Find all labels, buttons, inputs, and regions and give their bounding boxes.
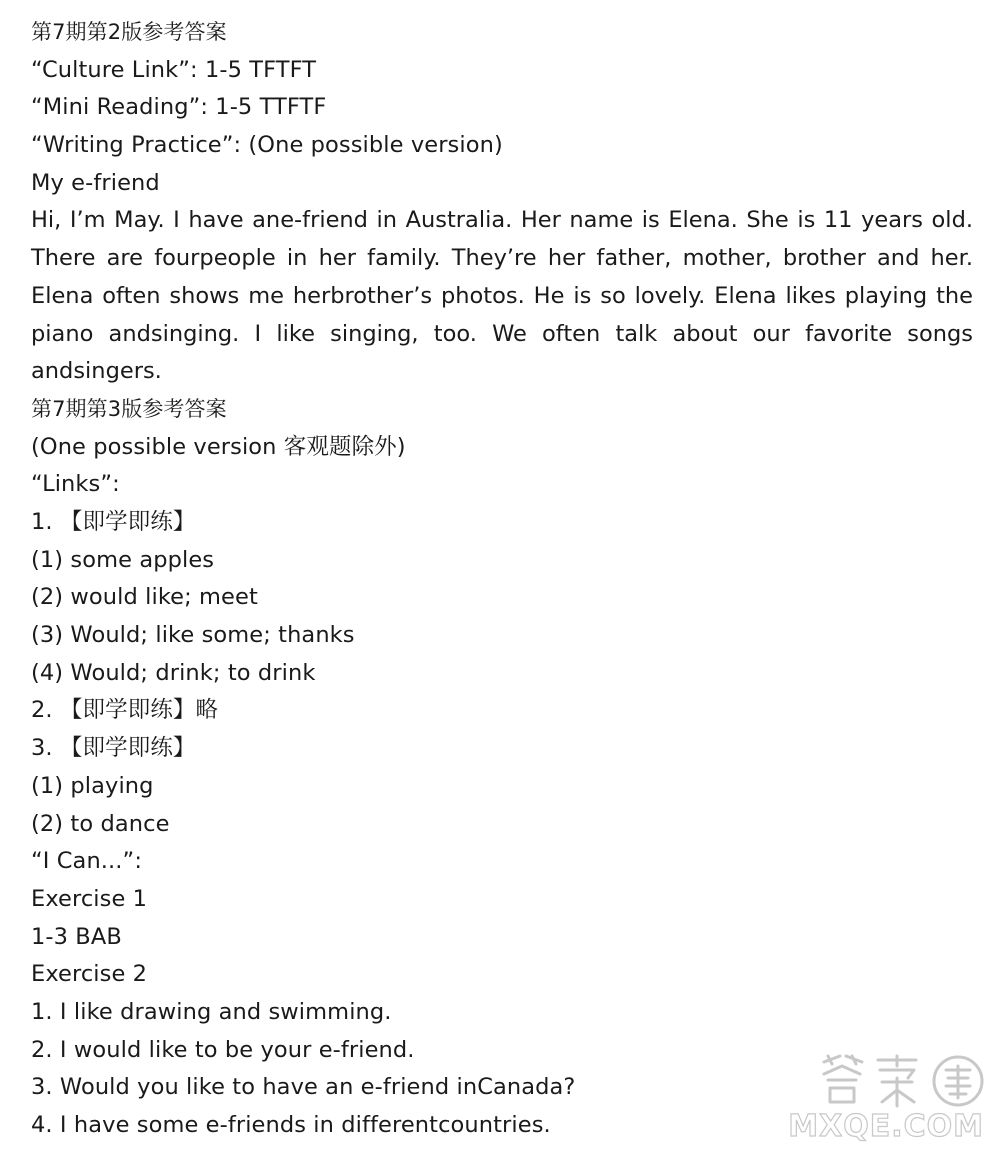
links-item-1-2: (2) would like; meet [31, 584, 258, 611]
section-title-issue7-page2: 第7期第2版参考答案 [31, 20, 227, 44]
links-heading: “Links”: [31, 471, 120, 498]
links-item-3-1: (1) playing [31, 772, 154, 799]
links-item-1-3: (3) Would; like some; thanks [31, 622, 355, 649]
exercise-2-item-2: 2. I would like to be your e-friend. [31, 1036, 415, 1063]
exercise-1-heading: Exercise 1 [31, 885, 148, 912]
mini-reading-answers: “Mini Reading”: 1-5 TTFTF [31, 94, 327, 121]
links-item-3: 3. 【即学即练】 [31, 735, 196, 762]
version-note: (One possible version 客观题除外) [31, 433, 406, 460]
essay-paragraph: Hi, I’m May. I have ane-friend in Australia. Her name is Elena. She is 11 years old. There are fourpeople in her family. They’re her father, mother, brother and her. Elena often shows me herbrother’s photos. He is so lovely. Elena likes playing the piano andsinging. I like singing, too. We often talk about our favorite songs andsingers. [31, 207, 973, 385]
exercise-1-answers: 1-3 BAB [31, 923, 122, 950]
watermark-logo-icon [818, 1052, 988, 1110]
exercise-2-item-1: 1. I like drawing and swimming. [31, 998, 392, 1025]
links-item-1-1: (1) some apples [31, 546, 215, 573]
watermark-site-text: MXQE.COM [788, 1109, 984, 1144]
exercise-2-item-4: 4. I have some e-friends in differentcountries. [31, 1112, 551, 1139]
links-item-1: 1. 【即学即练】 [31, 509, 196, 536]
links-item-2: 2. 【即学即练】略 [31, 697, 219, 724]
section-title-issue7-page3: 第7期第3版参考答案 [31, 396, 227, 421]
links-item-1-4: (4) Would; drink; to drink [31, 659, 316, 686]
exercise-2-item-3: 3. Would you like to have an e-friend inCanada? [31, 1074, 576, 1101]
links-item-3-2: (2) to dance [31, 810, 170, 837]
site-watermark [788, 1052, 988, 1144]
answer-document [31, 14, 973, 1145]
culture-link-answers: “Culture Link”: 1-5 TFTFT [31, 56, 317, 83]
writing-practice-heading: “Writing Practice”: (One possible version) [31, 132, 503, 159]
i-can-heading: “I Can...”: [31, 848, 142, 875]
exercise-2-heading: Exercise 2 [31, 961, 148, 988]
essay-title: My e-friend [31, 169, 160, 196]
